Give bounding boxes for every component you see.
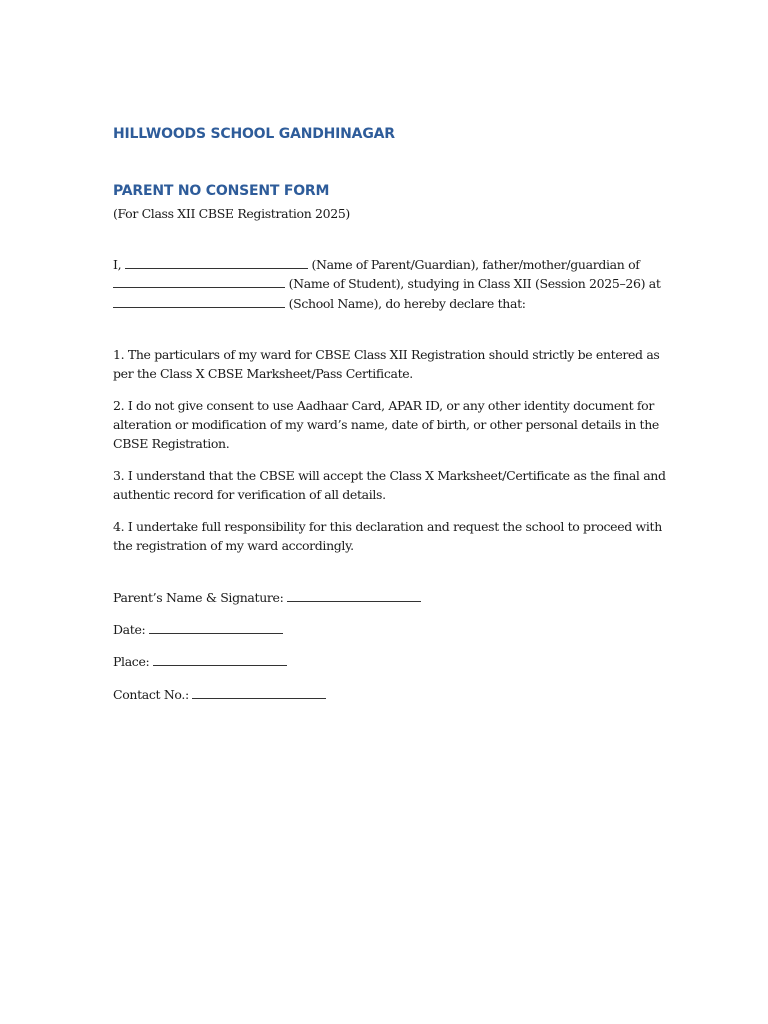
contact-field (113, 687, 326, 702)
point-4-line-2: the registration of my ward accordingly. (113, 538, 354, 553)
form-title: PARENT NO CONSENT FORM (113, 183, 330, 199)
point-1-line-2: per the Class X CBSE Marksheet/Pass Certificate. (113, 366, 413, 381)
date-blank[interactable] (149, 623, 283, 634)
place-label: Place: (113, 654, 150, 669)
place-blank[interactable] (153, 655, 287, 666)
declaration-line1-text: (Name of Parent/Guardian), father/mother/guardian of (311, 257, 640, 272)
declaration-prefix: I, (113, 257, 122, 272)
date-label: Date: (113, 622, 146, 637)
signature-blank[interactable] (287, 591, 421, 602)
signature-field (113, 590, 421, 605)
point-2-line-3: CBSE Registration. (113, 436, 230, 451)
contact-blank[interactable] (192, 688, 326, 699)
form-subtitle: (For Class XII CBSE Registration 2025) (113, 206, 350, 221)
contact-label: Contact No.: (113, 687, 189, 702)
parent-name-blank[interactable] (125, 258, 308, 269)
declaration-line2-text: (Name of Student), studying in Class XII (Session 2025–26) at (288, 276, 661, 291)
signature-label: Parent’s Name & Signature: (113, 590, 284, 605)
point-2-line-2: alteration or modification of my ward’s name, date of birth, or other personal details in the (113, 417, 659, 432)
point-3-line-2: authentic record for verification of all details. (113, 487, 386, 502)
point-2-line-1: 2. I do not give consent to use Aadhaar Card, APAR ID, or any other identity document for (113, 398, 654, 413)
school-name-blank[interactable] (113, 297, 285, 308)
place-field (113, 654, 287, 669)
date-field (113, 622, 283, 637)
point-3-line-1: 3. I understand that the CBSE will accept the Class X Marksheet/Certificate as the final and (113, 468, 666, 483)
declaration-line-2 (113, 276, 661, 291)
school-name: HILLWOODS SCHOOL GANDHINAGAR (113, 126, 395, 142)
point-4-line-1: 4. I undertake full responsibility for this declaration and request the school to proceed with (113, 519, 662, 534)
declaration-line-1 (113, 257, 640, 272)
declaration-line-3 (113, 296, 526, 311)
point-1-line-1: 1. The particulars of my ward for CBSE Class XII Registration should strictly be entered as (113, 347, 660, 362)
student-name-blank[interactable] (113, 277, 285, 288)
declaration-line3-text: (School Name), do hereby declare that: (288, 296, 526, 311)
